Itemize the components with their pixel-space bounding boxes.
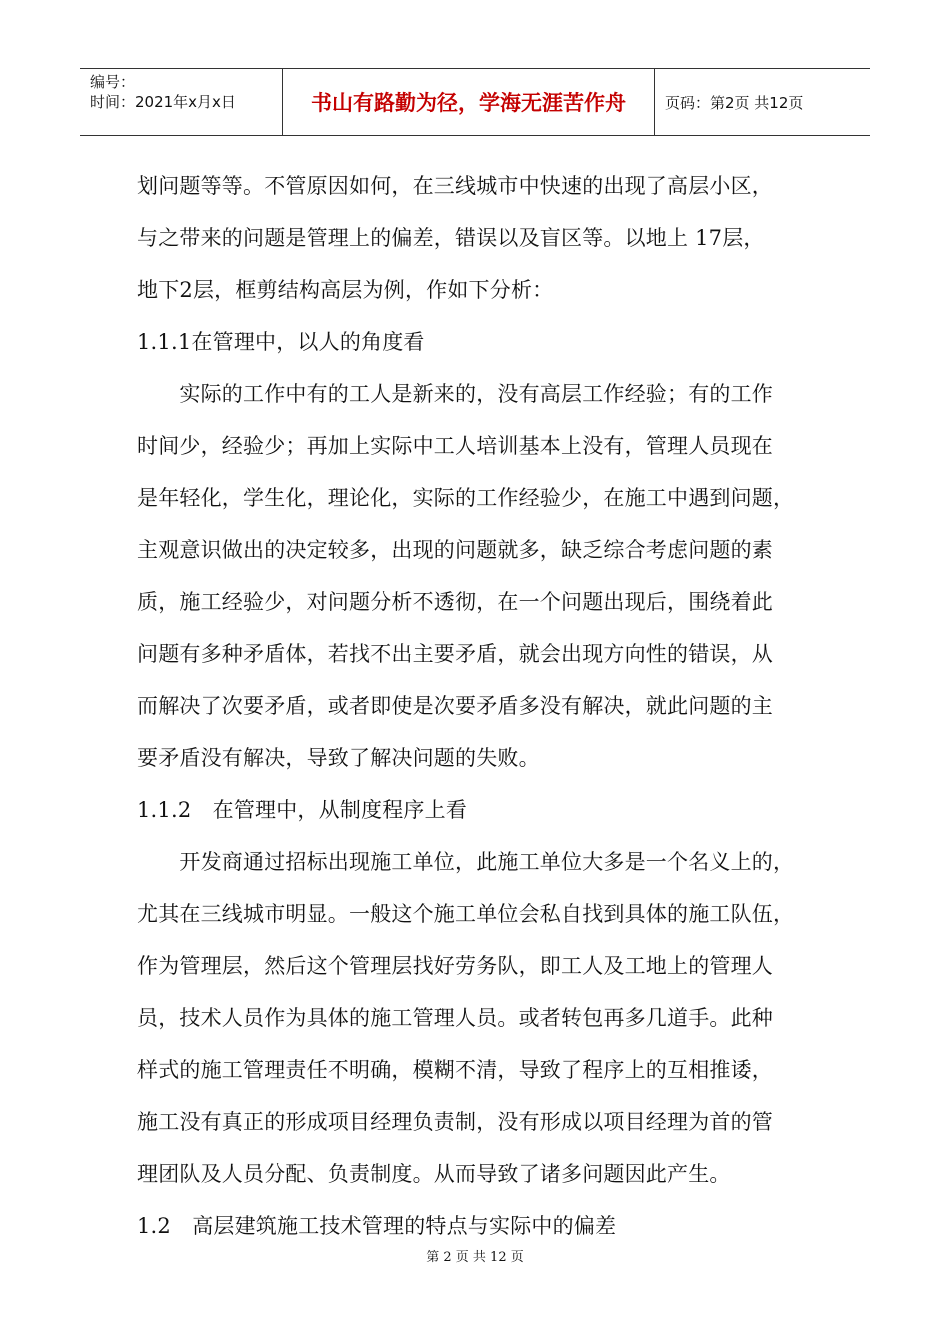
section-heading-1-1-2: 1.1.2 在管理中，从制度程序上看 xyxy=(137,798,468,822)
body-line: 员，技术人员作为具体的施工管理人员。或者转包再多几道手。此种 xyxy=(137,1006,773,1030)
body-line: 要矛盾没有解决，导致了解决问题的失败。 xyxy=(137,746,540,770)
body-line: 主观意识做出的决定较多，出现的问题就多，缺乏综合考虑问题的素 xyxy=(137,538,773,562)
body-line: 开发商通过招标出现施工单位，此施工单位大多是一个名义上的， xyxy=(137,850,795,874)
body-line: 而解决了次要矛盾，或者即使是次要矛盾多没有解决，就此问题的主 xyxy=(137,694,773,718)
header-motto: 书山有路勤为径，学海无涯苦作舟 xyxy=(283,69,655,135)
section-heading-1-1-1: 1.1.1在管理中，以人的角度看 xyxy=(137,330,425,354)
body-line: 样式的施工管理责任不明确，模糊不清，导致了程序上的互相推诿， xyxy=(137,1058,773,1082)
body-line: 质，施工经验少，对问题分析不透彻，在一个问题出现后，围绕着此 xyxy=(137,590,773,614)
header-meta xyxy=(80,69,283,135)
number-label: 编号： xyxy=(90,73,136,91)
section-heading-1-2: 1.2 高层建筑施工技术管理的特点与实际中的偏差 xyxy=(137,1214,617,1238)
body-line: 理团队及人员分配、负责制度。从而导致了诸多问题因此产生。 xyxy=(137,1162,731,1186)
body-line: 实际的工作中有的工人是新来的，没有高层工作经验；有的工作 xyxy=(137,382,773,406)
body-line: 地下2层，框剪结构高层为例，作如下分析： xyxy=(137,278,554,302)
body-line: 作为管理层，然后这个管理层找好劳务队，即工人及工地上的管理人 xyxy=(137,954,773,978)
body-line: 尤其在三线城市明显。一般这个施工单位会私自找到具体的施工队伍， xyxy=(137,902,795,926)
page-header xyxy=(80,68,870,136)
body-line: 划问题等等。不管原因如何，在三线城市中快速的出现了高层小区， xyxy=(137,174,773,198)
body-line: 问题有多种矛盾体，若找不出主要矛盾，就会出现方向性的错误，从 xyxy=(137,642,773,666)
body-line: 与之带来的问题是管理上的偏差，错误以及盲区等。以地上 17层， xyxy=(137,226,765,250)
body-line: 是年轻化，学生化，理论化，实际的工作经验少，在施工中遇到问题， xyxy=(137,486,795,510)
body-line: 时间少，经验少；再加上实际中工人培训基本上没有，管理人员现在 xyxy=(137,434,773,458)
header-page-info: 页码：第2页 共12页 xyxy=(665,93,804,112)
page-footer: 第 2 页 共 12 页 xyxy=(426,1250,524,1265)
document-body xyxy=(137,160,837,1252)
body-line: 施工没有真正的形成项目经理负责制，没有形成以项目经理为首的管 xyxy=(137,1110,773,1134)
time-label: 时间：2021年x月x日 xyxy=(90,93,236,111)
